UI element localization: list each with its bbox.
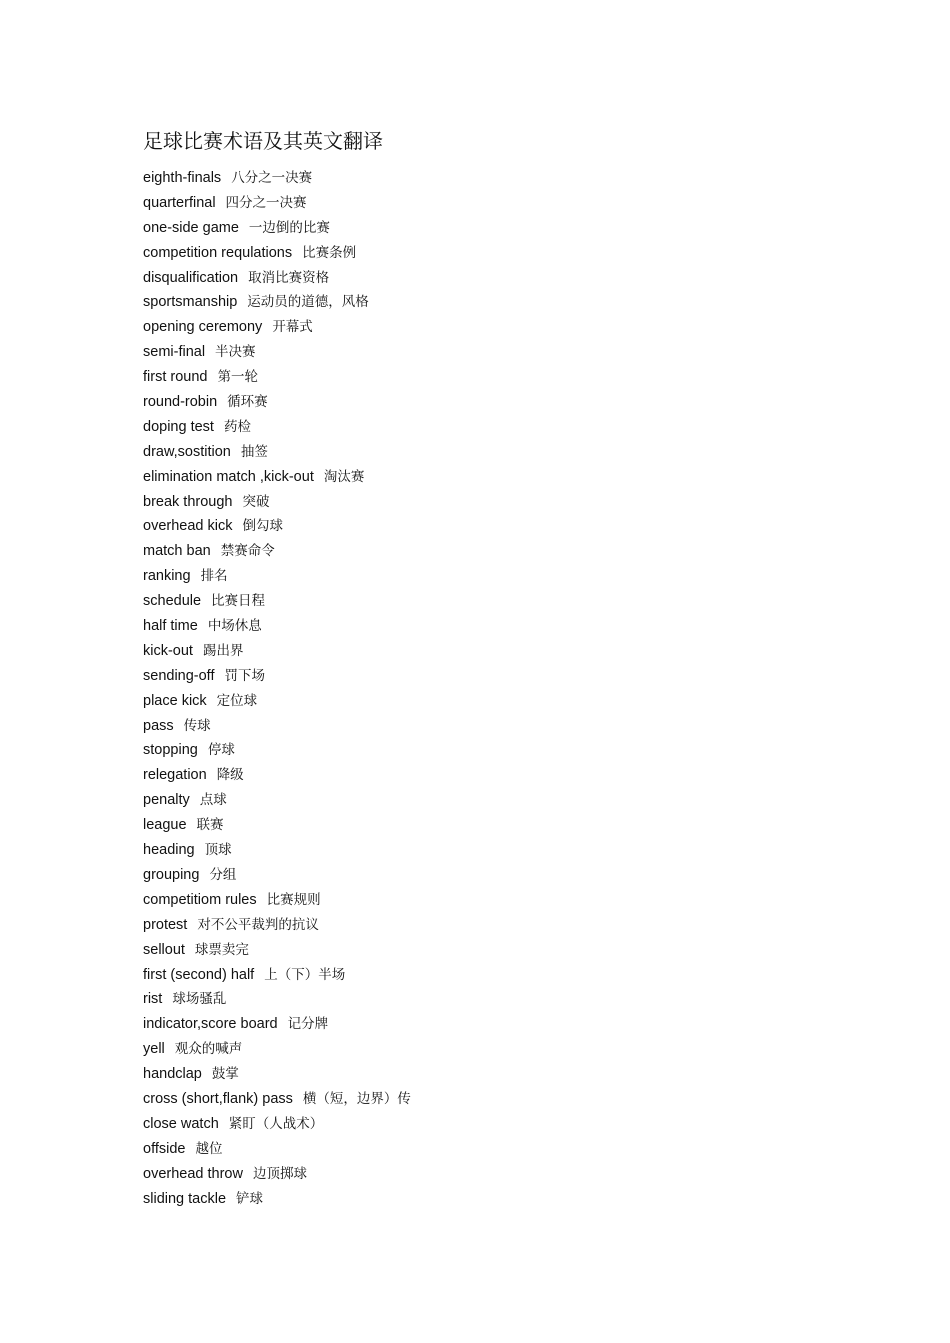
term-english: yell	[143, 1041, 165, 1058]
term-row	[143, 664, 411, 689]
term-row	[143, 365, 411, 390]
term-row	[143, 738, 411, 763]
term-row	[143, 539, 411, 564]
term-chinese: 联赛	[196, 817, 224, 834]
term-row	[143, 490, 411, 515]
term-row	[143, 689, 411, 714]
term-row	[143, 788, 411, 813]
term-row	[143, 614, 411, 639]
term-chinese: 分组	[209, 866, 237, 883]
term-english: rist	[143, 991, 163, 1008]
term-row	[143, 714, 411, 739]
term-english: opening ceremony	[143, 319, 263, 336]
term-english: close watch	[143, 1115, 219, 1132]
term-chinese: 定位球	[216, 692, 258, 709]
term-chinese: 鼓掌	[211, 1066, 239, 1083]
term-chinese: 突破	[242, 493, 270, 510]
term-english: pass	[143, 717, 174, 734]
term-chinese: 药检	[223, 418, 251, 435]
term-row	[143, 166, 411, 191]
term-english: place kick	[143, 692, 207, 709]
term-chinese: 比赛规则	[266, 891, 321, 908]
term-english: quarterfinal	[143, 194, 216, 211]
term-english: indicator,score board	[143, 1016, 278, 1033]
term-chinese: 边顶掷球	[252, 1165, 307, 1182]
term-english: offside	[143, 1140, 186, 1157]
term-row	[143, 415, 411, 440]
term-row	[143, 216, 411, 241]
term-chinese: 横（短，边界）传	[302, 1090, 411, 1107]
term-chinese: 紧盯（人战术）	[228, 1115, 324, 1132]
term-chinese: 球场骚乱	[172, 991, 227, 1008]
term-row	[143, 589, 411, 614]
term-row	[143, 838, 411, 863]
term-english: match ban	[143, 543, 211, 560]
term-row	[143, 813, 411, 838]
term-row	[143, 1062, 411, 1087]
term-english: heading	[143, 842, 195, 859]
term-list	[143, 166, 411, 1211]
term-english: ranking	[143, 568, 191, 585]
term-chinese: 禁赛命令	[220, 543, 275, 560]
term-row	[143, 390, 411, 415]
term-english: overhead throw	[143, 1165, 243, 1182]
term-chinese: 八分之一决赛	[231, 170, 313, 186]
term-row	[143, 863, 411, 888]
term-chinese: 排名	[200, 568, 228, 585]
term-row	[143, 1087, 411, 1112]
term-row	[143, 888, 411, 913]
term-chinese: 抽签	[240, 443, 268, 460]
term-row	[143, 266, 411, 291]
term-english: break through	[143, 493, 233, 510]
term-row	[143, 241, 411, 266]
term-chinese: 罚下场	[224, 667, 265, 684]
term-english: competition requlations	[143, 244, 293, 261]
term-english: sending-off	[143, 667, 215, 684]
document-title: 足球比赛术语及其英文翻译	[143, 129, 383, 153]
term-chinese: 倒勾球	[242, 518, 283, 535]
term-english: disqualification	[143, 269, 239, 286]
term-chinese: 铲球	[236, 1190, 264, 1207]
term-row	[143, 340, 411, 365]
term-chinese: 半决赛	[215, 344, 256, 361]
term-chinese: 顶球	[204, 842, 232, 859]
term-english: stopping	[143, 742, 198, 759]
term-chinese: 循环赛	[227, 394, 268, 411]
term-english: grouping	[143, 866, 200, 883]
term-row	[143, 763, 411, 788]
term-chinese: 踢出界	[202, 642, 244, 659]
term-chinese: 比赛条例	[302, 244, 357, 261]
term-english: league	[143, 817, 187, 834]
term-chinese: 比赛日程	[211, 593, 266, 610]
term-english: competitiom rules	[143, 891, 257, 908]
term-row	[143, 1137, 411, 1162]
term-chinese: 一边倒的比赛	[248, 219, 330, 236]
term-english: sportsmanship	[143, 294, 238, 311]
term-english: handclap	[143, 1066, 202, 1083]
term-english: schedule	[143, 593, 202, 610]
term-chinese: 四分之一决赛	[225, 194, 307, 211]
term-english: overhead kick	[143, 518, 233, 535]
term-english: draw,sostition	[143, 443, 231, 460]
term-row	[143, 564, 411, 589]
term-row	[143, 465, 411, 490]
term-chinese: 取消比赛资格	[248, 269, 330, 286]
term-chinese: 记分牌	[287, 1016, 329, 1033]
term-english: first round	[143, 369, 208, 386]
term-chinese: 传球	[183, 717, 211, 734]
term-row	[143, 290, 411, 315]
term-chinese: 开幕式	[272, 319, 313, 336]
term-english: cross (short,flank) pass	[143, 1090, 293, 1107]
term-english: sellout	[143, 941, 185, 958]
term-row	[143, 1012, 411, 1037]
term-row	[143, 1187, 411, 1212]
term-chinese: 越位	[195, 1140, 223, 1157]
term-english: one-side game	[143, 219, 239, 236]
term-chinese: 上（下）半场	[264, 966, 346, 983]
term-row	[143, 514, 411, 539]
term-row	[143, 1162, 411, 1187]
term-chinese: 停球	[207, 742, 235, 759]
term-english: kick-out	[143, 642, 193, 659]
term-english: first (second) half	[143, 966, 255, 983]
term-chinese: 中场休息	[207, 618, 262, 635]
term-row	[143, 1037, 411, 1062]
term-chinese: 对不公平裁判的抗议	[197, 916, 319, 933]
term-chinese: 第一轮	[217, 369, 258, 386]
term-row	[143, 963, 411, 988]
term-english: semi-final	[143, 344, 206, 361]
term-row	[143, 639, 411, 664]
term-chinese: 运动员的道德，风格	[247, 294, 369, 311]
term-english: half time	[143, 618, 198, 635]
term-chinese: 淘汰赛	[323, 468, 365, 485]
term-english: protest	[143, 916, 188, 933]
term-english: sliding tackle	[143, 1190, 227, 1207]
term-chinese: 观众的喊声	[174, 1041, 243, 1058]
term-english: doping test	[143, 418, 214, 435]
term-english: round-robin	[143, 394, 218, 411]
term-english: penalty	[143, 792, 190, 809]
term-row	[143, 440, 411, 465]
term-row	[143, 191, 411, 216]
term-english: eighth-finals	[143, 170, 222, 186]
term-chinese: 球票卖完	[194, 941, 249, 958]
term-chinese: 降级	[216, 767, 244, 784]
term-row	[143, 987, 411, 1012]
term-row	[143, 913, 411, 938]
term-chinese: 点球	[199, 792, 227, 809]
term-row	[143, 315, 411, 340]
term-english: elimination match ,kick-out	[143, 468, 314, 485]
term-english: relegation	[143, 767, 207, 784]
term-row	[143, 938, 411, 963]
term-row	[143, 1112, 411, 1137]
